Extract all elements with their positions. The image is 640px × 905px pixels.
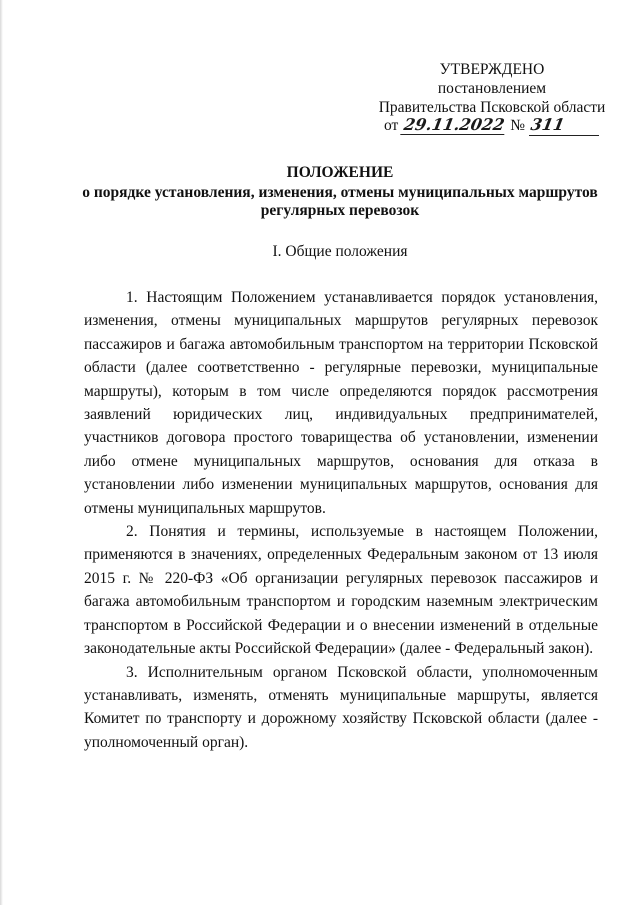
handwritten-date: 29.11.2022 xyxy=(400,115,508,135)
paragraph-3: 3. Исполнительным органом Псковской области, уполномоченным устанавливать, изменять, отменять муниципальные маршруты, является Комитет по транспорту и дорожному хозяйству Псковской области (далее - уполномоченный орган). xyxy=(84,663,598,751)
body-text xyxy=(84,286,598,754)
approval-by: постановлением xyxy=(437,80,547,97)
approval-authority: Правительства Псковской области xyxy=(378,99,606,116)
section-heading: I. Общие положения xyxy=(272,243,408,260)
paragraph-2: 2. Понятия и термины, используемые в настоящем Положении, применяются в значениях, определенных Федеральным законом от 13 июля 2015 г. № 220-ФЗ «Об организации регулярных перевозок пассажиров и багажа автомобильным транспортом и городским наземным электрическим транспортом в Российской Федерации и о внесении изменений в отдельные законодательные акты Российской Федерации» (далее - Федеральный закон). xyxy=(84,523,598,658)
scan-edge xyxy=(0,0,3,905)
paragraph-1: 1. Настоящим Положением устанавливается порядок установления, изменения, отмены муниципальных маршрутов регулярных перевозок пассажиров и багажа автомобильным транспортом на территории Псковской области (далее соответственно - регулярные перевозки, муниципальные маршруты), которым в том числе определяются порядок рассмотрения заявлений юридических лиц, индивидуальных предпринимателей, участников договора простого товарищества об установлении, изменении либо отмене муниципальных маршрутов, основания для отказа в установлении либо изменении муниципальных маршрутов, основания для отмены муниципальных маршрутов. xyxy=(84,289,598,517)
document-title xyxy=(60,164,620,220)
handwritten-number: 311 xyxy=(529,115,567,134)
approval-date-number xyxy=(384,115,624,136)
number-prefix: № xyxy=(510,117,526,134)
date-prefix: от xyxy=(384,117,399,134)
title-subtitle: о порядке установления, изменения, отмены муниципальных маршрутов регулярных перевозок xyxy=(82,184,598,219)
approval-stamp: УТВЕРЖДЕНО xyxy=(439,61,545,78)
approval-block xyxy=(372,60,612,117)
title-main: ПОЛОЖЕНИЕ xyxy=(286,164,394,181)
